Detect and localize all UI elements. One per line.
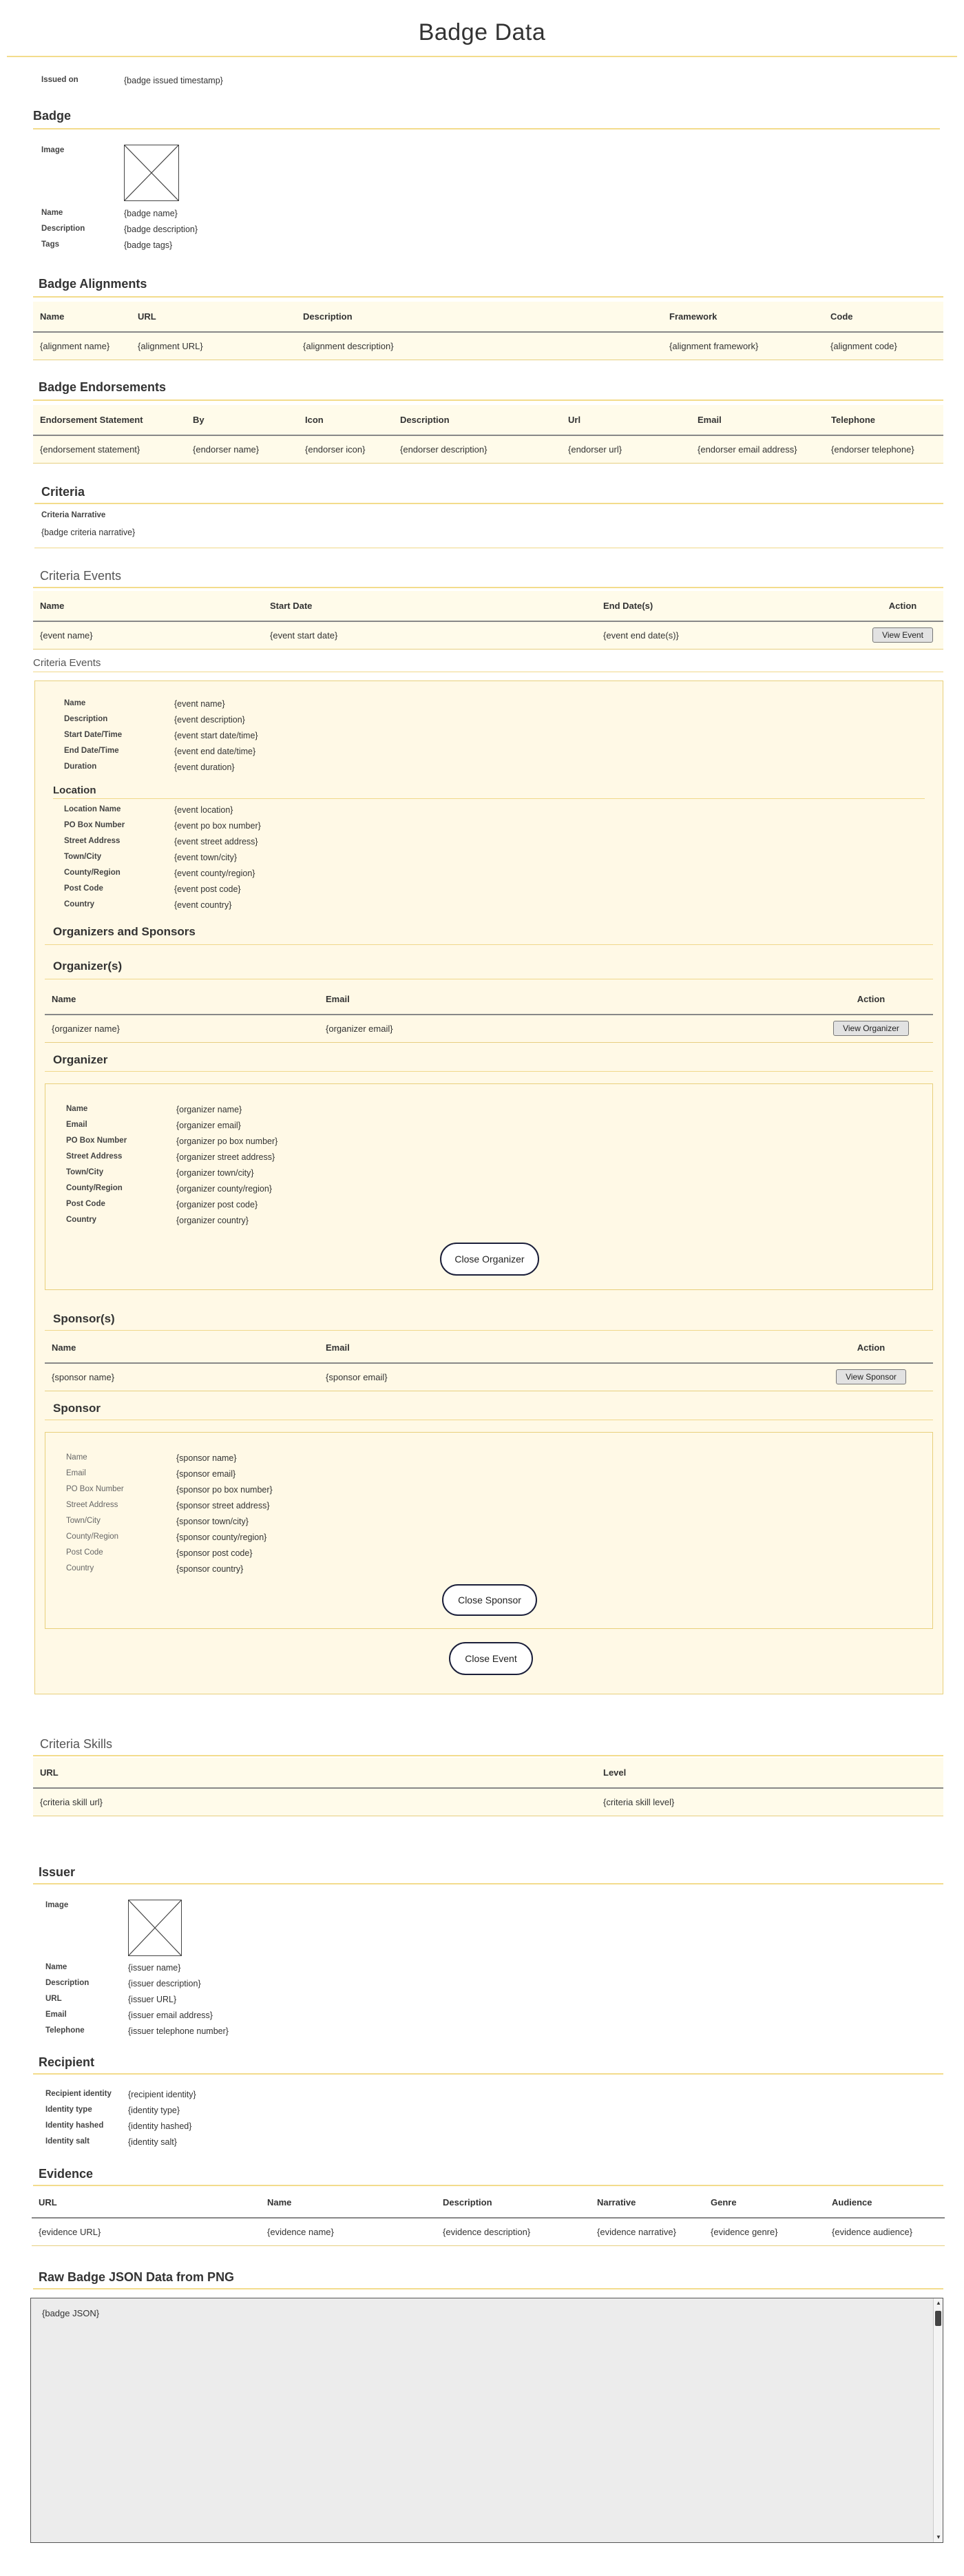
raw-json-textarea[interactable]	[30, 2298, 943, 2543]
badge-image-label: Image	[41, 146, 65, 154]
organizer-field-value: {organizer street address}	[176, 1152, 275, 1162]
location-field-value: {event post code}	[174, 884, 241, 894]
organizer-field-label: Post Code	[66, 1200, 105, 1208]
organizer-field-row	[66, 1216, 479, 1228]
column-header: By	[186, 405, 298, 435]
badge-field-row	[41, 209, 454, 221]
criteria-divider	[34, 503, 943, 504]
table-cell: {evidence genre}	[711, 2226, 778, 2237]
location-divider	[53, 798, 925, 799]
badge-divider	[33, 128, 940, 129]
organizer-field-row	[66, 1200, 479, 1212]
issuer-field-row	[45, 2011, 459, 2023]
table-cell: {evidence name}	[267, 2226, 334, 2237]
orgs-sponsors-heading: Organizers and Sponsors	[53, 925, 196, 938]
location-field-value: {event county/region}	[174, 869, 255, 878]
recipient-field-row	[45, 2137, 459, 2150]
issuer-field-value: {issuer description}	[128, 1979, 201, 1988]
organizer-divider	[45, 1071, 933, 1072]
issuer-field-row	[45, 2026, 459, 2039]
organizer-field-value: {organizer country}	[176, 1216, 249, 1225]
issuer-field-label: Email	[45, 2011, 67, 2019]
sponsor-field-label: Email	[66, 1469, 86, 1477]
organizer-field-value: {organizer post code}	[176, 1200, 258, 1209]
organizer-field-row	[66, 1184, 479, 1196]
table-cell: {endorser name}	[193, 444, 260, 455]
column-header: Description	[436, 2188, 590, 2218]
organizer-field-label: PO Box Number	[66, 1136, 127, 1145]
table-row	[33, 1788, 943, 1816]
location-field-value: {event street address}	[174, 837, 258, 846]
table-cell: {event start date}	[270, 630, 338, 641]
issuer-field-label: Telephone	[45, 2026, 85, 2035]
column-header: Framework	[662, 302, 824, 332]
endorsements-heading: Badge Endorsements	[39, 380, 167, 394]
issued-row	[41, 76, 454, 90]
table-cell: {evidence audience}	[832, 2226, 913, 2237]
recipient-field-label: Identity hashed	[45, 2121, 104, 2130]
location-field-value: {event location}	[174, 805, 233, 815]
issuer-field-row	[45, 1979, 459, 1991]
sponsor-field-label: Town/City	[66, 1517, 101, 1525]
column-header: Action	[809, 984, 933, 1015]
table-cell: {event name}	[40, 630, 93, 641]
close-organizer-button[interactable]: Close Organizer	[440, 1243, 539, 1276]
column-header: Name	[45, 984, 319, 1015]
criteria-events-table	[33, 591, 943, 650]
sponsor-field-row	[66, 1485, 479, 1497]
scroll-thumb[interactable]	[935, 2311, 941, 2326]
criteria-narrative-label: Criteria Narrative	[41, 511, 106, 519]
recipient-field-value: {identity salt}	[128, 2137, 177, 2147]
sponsor-field-value: {sponsor post code}	[176, 1548, 253, 1558]
sponsor-field-label: County/Region	[66, 1533, 119, 1541]
event-field-row	[64, 731, 477, 743]
table-cell: {alignment URL}	[138, 340, 203, 351]
table-cell: {alignment description}	[303, 340, 394, 351]
organizer-field-row	[66, 1121, 479, 1133]
issuer-field-value: {issuer name}	[128, 1963, 181, 1973]
location-field-row	[64, 805, 477, 818]
image-placeholder-icon	[128, 1900, 182, 1956]
column-header: Email	[319, 984, 809, 1015]
recipient-field-value: {recipient identity}	[128, 2090, 196, 2099]
column-header: End Date(s)	[596, 591, 862, 621]
view-event-button[interactable]: View Event	[872, 627, 933, 643]
column-header: Endorsement Statement	[33, 405, 186, 435]
organizer-field-row	[66, 1136, 479, 1149]
table-header-row	[45, 1333, 933, 1363]
table-cell: {endorser email address}	[698, 444, 797, 455]
column-header: Action	[809, 1333, 933, 1363]
location-field-label: Location Name	[64, 805, 121, 813]
organizer-field-value: {organizer county/region}	[176, 1184, 272, 1194]
table-cell	[809, 1015, 933, 1042]
badge-name-label: Name	[41, 209, 63, 217]
location-field-row	[64, 853, 477, 865]
criteria-events-heading: Criteria Events	[40, 569, 122, 583]
recipient-heading: Recipient	[39, 2055, 95, 2069]
recipient-field-label: Recipient identity	[45, 2090, 112, 2098]
sponsor-field-label: Country	[66, 1564, 94, 1572]
location-field-row	[64, 821, 477, 833]
sponsors-divider	[45, 1330, 933, 1331]
column-header: URL	[33, 1758, 596, 1788]
criteria-heading: Criteria	[41, 485, 85, 499]
table-row	[32, 2218, 945, 2245]
event-field-row	[64, 762, 477, 775]
recipient-divider	[33, 2073, 943, 2075]
image-placeholder-icon	[124, 145, 179, 201]
table-cell: {endorser icon}	[305, 444, 366, 455]
sponsor-heading: Sponsor	[53, 1402, 101, 1415]
event-field-value: {event start date/time}	[174, 731, 258, 740]
issuer-field-label: Name	[45, 1963, 67, 1971]
close-event-button[interactable]: Close Event	[449, 1642, 533, 1675]
table-cell: {criteria skill url}	[40, 1796, 103, 1807]
issued-label: Issued on	[41, 76, 78, 84]
criteria-narrative-value: {badge criteria narrative}	[41, 528, 136, 537]
alignments-table	[33, 302, 943, 360]
endorsements-divider	[33, 399, 943, 401]
issuer-field-value: {issuer email address}	[128, 2011, 213, 2020]
table-row	[33, 435, 943, 463]
issuer-heading: Issuer	[39, 1865, 76, 1879]
column-header: URL	[131, 302, 296, 332]
table-cell: {criteria skill level}	[603, 1796, 675, 1807]
table-header-row	[33, 405, 943, 435]
organizer-detail-panel	[45, 1083, 933, 1290]
recipient-field-value: {identity hashed}	[128, 2121, 192, 2131]
location-field-label: County/Region	[64, 869, 120, 877]
criteria-skills-table	[33, 1758, 943, 1816]
location-field-label: Street Address	[64, 837, 120, 845]
organizer-field-value: {organizer email}	[176, 1121, 241, 1130]
column-header: Name	[33, 591, 263, 621]
table-header-row	[45, 984, 933, 1015]
issuer-divider	[33, 1883, 943, 1884]
sponsor-field-value: {sponsor county/region}	[176, 1533, 267, 1542]
sponsor-field-label: PO Box Number	[66, 1485, 124, 1493]
table-cell: {evidence narrative}	[597, 2226, 676, 2237]
organizer-field-row	[66, 1168, 479, 1181]
column-header: Name	[33, 302, 131, 332]
sponsor-field-label: Name	[66, 1453, 87, 1462]
organizer-field-value: {organizer po box number}	[176, 1136, 278, 1146]
page-title: Badge Data	[418, 19, 546, 45]
event-field-value: {event duration}	[174, 762, 235, 772]
table-header-row	[33, 591, 943, 621]
raw-json-text: {badge JSON}	[42, 2308, 100, 2318]
badge-tags-label: Tags	[41, 240, 59, 249]
badge-field-row	[41, 225, 454, 237]
badge-description-value: {badge description}	[124, 225, 198, 234]
sponsor-field-label: Street Address	[66, 1501, 118, 1509]
table-header-row	[32, 2188, 945, 2218]
column-header: Email	[691, 405, 824, 435]
event-field-value: {event name}	[174, 699, 225, 709]
table-row	[45, 1015, 933, 1042]
location-field-label: Country	[64, 900, 95, 908]
column-header: Description	[393, 405, 561, 435]
issued-value: {badge issued timestamp}	[124, 76, 223, 85]
issuer-field-value: {issuer telephone number}	[128, 2026, 229, 2036]
event-field-label: Description	[64, 715, 108, 723]
sponsor-field-value: {sponsor country}	[176, 1564, 244, 1574]
table-cell: {evidence description}	[443, 2226, 531, 2237]
table-cell: {alignment name}	[40, 340, 110, 351]
badge-tags-value: {badge tags}	[124, 240, 173, 250]
event-field-value: {event description}	[174, 715, 245, 725]
recipient-field-row	[45, 2090, 459, 2102]
table-header-row	[33, 1758, 943, 1788]
sponsors-heading: Sponsor(s)	[53, 1312, 115, 1325]
table-cell: {alignment framework}	[669, 340, 759, 351]
organizer-field-label: Town/City	[66, 1168, 104, 1176]
column-header: Url	[561, 405, 691, 435]
table-cell: {evidence URL}	[39, 2226, 101, 2237]
column-header: Telephone	[824, 405, 943, 435]
location-field-row	[64, 869, 477, 881]
raw-json-divider	[33, 2288, 943, 2289]
table-cell	[862, 621, 943, 649]
sponsors-table	[45, 1333, 933, 1391]
location-field-label: PO Box Number	[64, 821, 125, 829]
sponsor-field-value: {sponsor email}	[176, 1469, 236, 1479]
table-cell: {endorsement statement}	[40, 444, 140, 455]
table-cell: {organizer name}	[52, 1023, 120, 1034]
raw-json-heading: Raw Badge JSON Data from PNG	[39, 2270, 235, 2284]
event-field-label: End Date/Time	[64, 747, 119, 755]
table-row	[45, 1363, 933, 1391]
sponsor-field-value: {sponsor name}	[176, 1453, 237, 1463]
location-field-row	[64, 900, 477, 913]
event-detail-heading: Criteria Events	[33, 657, 101, 669]
event-field-row	[64, 699, 477, 711]
table-cell: {sponsor name}	[52, 1371, 115, 1382]
organizer-field-label: Street Address	[66, 1152, 123, 1161]
recipient-field-label: Identity type	[45, 2106, 92, 2114]
alignments-heading: Badge Alignments	[39, 277, 147, 291]
criteria-skills-heading: Criteria Skills	[40, 1737, 113, 1751]
column-header: Name	[260, 2188, 436, 2218]
table-cell: {organizer email}	[326, 1023, 393, 1034]
location-field-value: {event country}	[174, 900, 232, 910]
orgs-sponsors-divider	[45, 944, 933, 945]
table-cell: {sponsor email}	[326, 1371, 388, 1382]
organizers-heading: Organizer(s)	[53, 959, 123, 973]
column-header: Genre	[704, 2188, 825, 2218]
column-header: Narrative	[590, 2188, 704, 2218]
title-divider	[7, 56, 957, 57]
event-field-row	[64, 747, 477, 759]
sponsor-field-row	[66, 1517, 479, 1529]
organizer-field-label: Email	[66, 1121, 87, 1129]
location-field-label: Post Code	[64, 884, 103, 893]
sponsor-field-row	[66, 1533, 479, 1545]
issuer-field-label: URL	[45, 1995, 62, 2003]
badge-description-label: Description	[41, 225, 85, 233]
criteria-events-divider	[33, 587, 943, 588]
issuer-field-row	[45, 1963, 459, 1975]
table-cell: {event end date(s)}	[603, 630, 679, 641]
event-field-value: {event end date/time}	[174, 747, 256, 756]
recipient-field-row	[45, 2106, 459, 2118]
location-field-value: {event po box number}	[174, 821, 261, 831]
table-cell: {endorser description}	[400, 444, 488, 455]
column-header: Action	[862, 591, 943, 621]
table-header-row	[33, 302, 943, 332]
column-header: Code	[824, 302, 943, 332]
sponsor-field-row	[66, 1453, 479, 1466]
column-header: Start Date	[263, 591, 596, 621]
table-row	[33, 332, 943, 360]
location-field-row	[64, 837, 477, 849]
location-heading: Location	[53, 785, 96, 796]
column-header: Audience	[825, 2188, 945, 2218]
organizers-table	[45, 984, 933, 1043]
organizer-field-value: {organizer name}	[176, 1105, 242, 1114]
recipient-field-label: Identity salt	[45, 2137, 90, 2146]
sponsor-detail-panel	[45, 1432, 933, 1629]
sponsor-field-value: {sponsor town/city}	[176, 1517, 249, 1526]
badge-name-value: {badge name}	[124, 209, 178, 218]
sponsor-field-label: Post Code	[66, 1548, 103, 1557]
view-organizer-button[interactable]: View Organizer	[833, 1021, 909, 1036]
alignments-divider	[33, 296, 943, 298]
event-field-label: Name	[64, 699, 86, 707]
column-header: Name	[45, 1333, 319, 1363]
issuer-image-label: Image	[45, 1901, 69, 1909]
recipient-field-value: {identity type}	[128, 2106, 180, 2115]
sponsor-field-value: {sponsor street address}	[176, 1501, 270, 1510]
location-field-label: Town/City	[64, 853, 102, 861]
view-sponsor-button[interactable]: View Sponsor	[836, 1369, 906, 1384]
sponsor-field-value: {sponsor po box number}	[176, 1485, 273, 1495]
organizer-field-value: {organizer town/city}	[176, 1168, 254, 1178]
event-field-label: Duration	[64, 762, 97, 771]
sponsor-field-row	[66, 1548, 479, 1561]
badge-field-row	[41, 240, 454, 253]
column-header: Email	[319, 1333, 809, 1363]
event-detail-panel	[34, 681, 943, 1694]
column-header: Icon	[298, 405, 393, 435]
organizer-heading: Organizer	[53, 1053, 108, 1066]
criteria-skills-divider	[33, 1755, 943, 1756]
evidence-table	[32, 2188, 945, 2246]
arrow-up-icon[interactable]: ▲	[936, 2300, 941, 2306]
organizer-field-label: Name	[66, 1105, 88, 1113]
issuer-field-row	[45, 1995, 459, 2007]
column-header: URL	[32, 2188, 260, 2218]
close-sponsor-button[interactable]: Close Sponsor	[442, 1584, 537, 1616]
location-field-value: {event town/city}	[174, 853, 238, 862]
table-cell: {alignment code}	[830, 340, 897, 351]
arrow-down-icon[interactable]: ▼	[936, 2534, 941, 2540]
organizer-field-row	[66, 1105, 479, 1117]
badge-heading: Badge	[33, 109, 72, 123]
raw-json-scrollbar[interactable]	[933, 2298, 943, 2542]
column-header: Level	[596, 1758, 943, 1788]
sponsor-field-row	[66, 1564, 479, 1577]
recipient-field-row	[45, 2121, 459, 2134]
event-field-label: Start Date/Time	[64, 731, 123, 739]
sponsor-field-row	[66, 1501, 479, 1513]
organizer-field-row	[66, 1152, 479, 1165]
table-cell: {endorser telephone}	[831, 444, 914, 455]
event-field-row	[64, 715, 477, 727]
issuer-field-label: Description	[45, 1979, 90, 1987]
column-header: Description	[296, 302, 662, 332]
organizer-field-label: Country	[66, 1216, 97, 1224]
evidence-divider	[33, 2185, 943, 2186]
organizer-field-label: County/Region	[66, 1184, 123, 1192]
table-cell: {endorser url}	[568, 444, 622, 455]
evidence-heading: Evidence	[39, 2167, 94, 2181]
endorsements-table	[33, 405, 943, 464]
location-field-row	[64, 884, 477, 897]
issuer-field-value: {issuer URL}	[128, 1995, 177, 2004]
sponsor-field-row	[66, 1469, 479, 1482]
table-row	[33, 621, 943, 649]
table-cell	[809, 1363, 933, 1391]
